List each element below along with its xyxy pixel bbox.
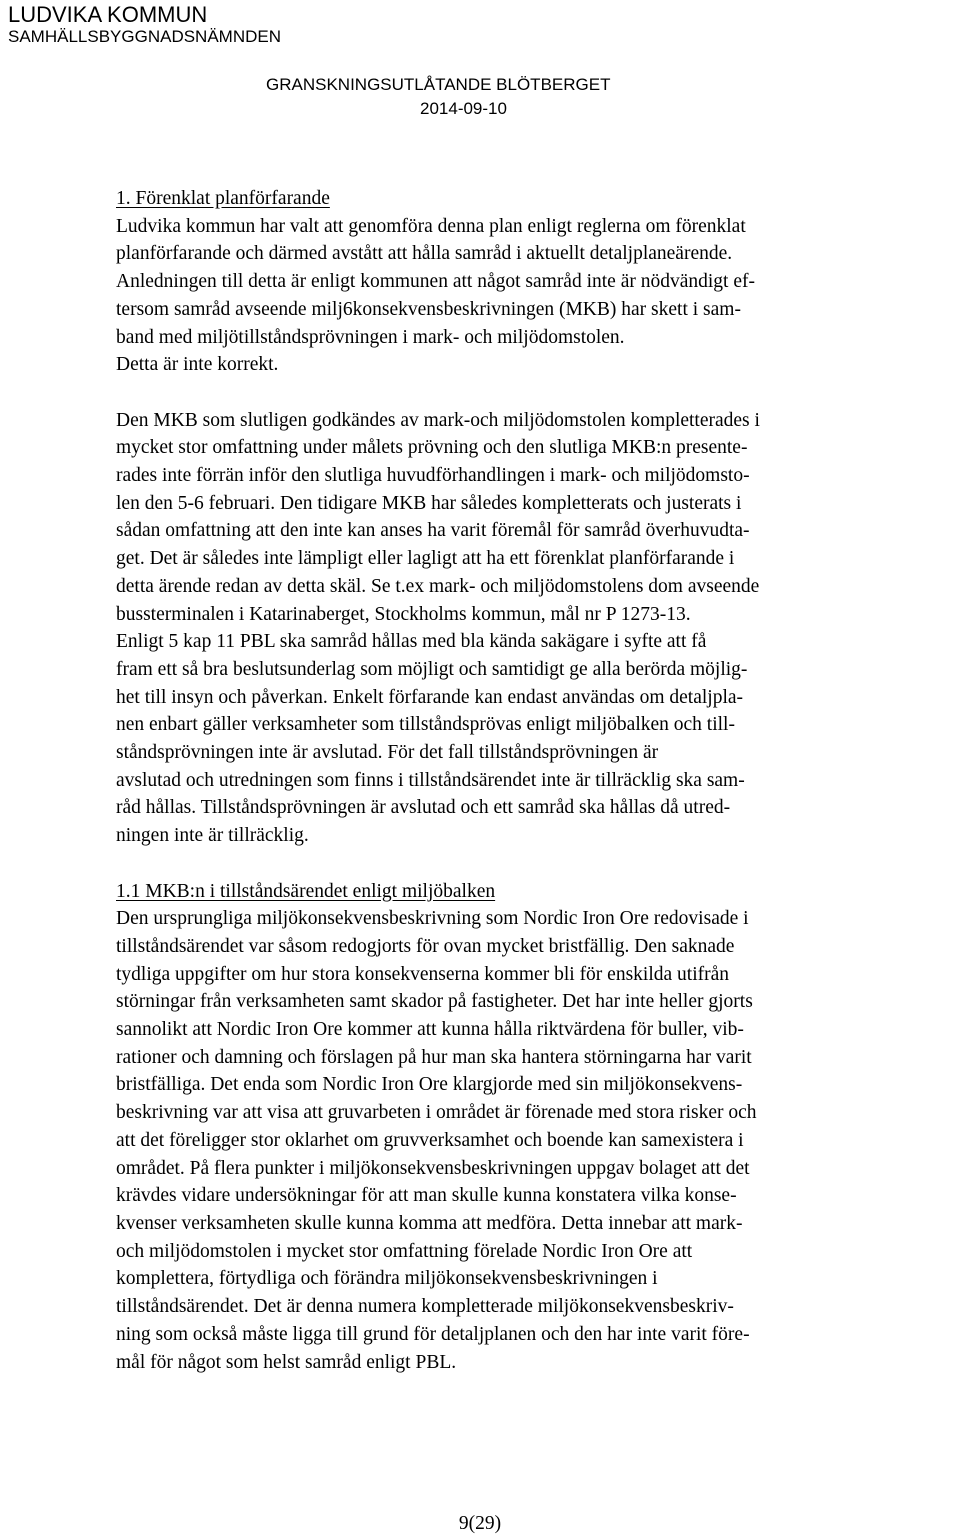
text-line: bussterminalen i Katarinaberget, Stockholms kommun, mål nr P 1273-13. — [116, 603, 691, 625]
text-line: råd hållas. Tillståndsprövningen är avslutad och ett samråd ska hållas då utred- — [116, 797, 731, 819]
text-line: band med miljötillståndsprövningen i mark- och miljödomstolen. — [116, 326, 625, 348]
text-line: get. Det är således inte lämpligt eller lagligt att ha ett förenklat planförfarande i — [116, 548, 735, 570]
text-line: avslutad och utredningen som finns i tillståndsärendet inte är tillräcklig ska sam- — [116, 769, 745, 791]
text-line: bristfälliga. Det enda som Nordic Iron Ore klargjorde med sin miljökonsekvens- — [116, 1074, 743, 1096]
text-line: fram ett så bra beslutsunderlag som möjligt och samtidigt ge alla berörda möjlig- — [116, 658, 748, 680]
text-line: krävdes vidare undersökningar för att man skulle kunna konstatera vilka konse- — [116, 1185, 737, 1207]
text-line: mycket stor omfattning under målets prövning och den slutliga MKB:n presente- — [116, 437, 748, 459]
section-spacer — [116, 850, 906, 878]
text-line: rationer och damning och förslagen på hur man ska hantera störningarna har varit — [116, 1046, 752, 1068]
text-line: tydliga uppgifter om hur stora konsekvenserna kommer bli för enskilda utifrån — [116, 963, 730, 985]
text-line: nen enbart gäller verksamheter som tillståndsprövas enligt miljöbalken och till- — [116, 714, 735, 736]
section-1-1 — [116, 878, 906, 1377]
text-line: Den MKB som slutligen godkändes av mark-och miljödomstolen kompletterades i — [116, 409, 760, 431]
section-1-heading: 1. Förenklat planförfarande — [116, 188, 330, 209]
text-line: Detta är inte korrekt. — [116, 354, 279, 376]
text-line: och miljödomstolen i mycket stor omfattning förelade Nordic Iron Ore att — [116, 1240, 693, 1262]
document-body — [116, 185, 906, 1376]
text-line: het till insyn och påverkan. Enkelt förfarande kan endast användas om detaljpla- — [116, 686, 744, 708]
text-line: ståndsprövningen inte är avslutad. För det fall tillståndsprövningen är — [116, 742, 659, 764]
text-line: tillståndsärendet. Det är denna numera kompletterade miljökonsekvensbeskriv- — [116, 1296, 734, 1318]
text-line: ning som också måste ligga till grund för detaljplanen och den har inte varit före- — [116, 1323, 750, 1345]
text-line: detta ärende redan av detta skäl. Se t.ex mark- och miljödomstolens dom avseende — [116, 575, 760, 597]
text-line: störningar från verksamheten samt skador på fastigheter. Det har inte heller gjorts — [116, 991, 753, 1013]
text-line: ningen inte är tillräcklig. — [116, 825, 309, 847]
text-line: tillståndsärendet var såsom redogjorts för ovan mycket bristfällig. Den saknade — [116, 935, 735, 957]
document-title: GRANSKNINGSUTLÅTANDE BLÖTBERGET — [266, 75, 611, 94]
section-1-paragraph-2 — [116, 407, 906, 850]
text-line: mål för något som helst samråd enligt PBL. — [116, 1351, 457, 1373]
text-line: rades inte förrän inför den slutliga huvudförhandlingen i mark- och miljödomsto- — [116, 465, 750, 487]
text-line: komplettera, förtydliga och förändra miljökonsekvensbeskrivningen i — [116, 1268, 658, 1290]
text-line: kvenser verksamheten skulle kunna komma att medföra. Detta innebar att mark- — [116, 1212, 743, 1234]
text-line: beskrivning var att visa att gruvarbeten i området är förenade med stora risker och — [116, 1102, 757, 1124]
text-line: sådan omfattning att den inte kan anses ha varit föremål för samråd överhuvudta- — [116, 520, 750, 542]
organization-name: LUDVIKA KOMMUN — [8, 2, 208, 27]
text-line: Den ursprungliga miljökonsekvensbeskrivning som Nordic Iron Ore redovisade i — [116, 908, 749, 930]
text-line: planförfarande och därmed avstått att hålla samråd i aktuellt detaljplaneärende. — [116, 243, 733, 265]
section-1 — [116, 185, 906, 850]
text-line: tersom samråd avseende milj6konsekvensbeskrivningen (MKB) har skett i sam- — [116, 298, 741, 320]
paragraph-spacer — [116, 379, 906, 407]
text-line: sannolikt att Nordic Iron Ore kommer att kunna hålla riktvärdena för buller, vib- — [116, 1019, 744, 1041]
section-1-paragraph-1 — [116, 213, 906, 379]
document-date: 2014-09-10 — [420, 99, 507, 118]
text-line: Enligt 5 kap 11 PBL ska samråd hållas med bla kända sakägare i syfte att få — [116, 631, 707, 653]
department-name: SAMHÄLLSBYGGNADSNÄMNDEN — [8, 27, 282, 46]
section-1-1-heading: 1.1 MKB:n i tillståndsärendet enligt miljöbalken — [116, 880, 496, 902]
text-line: Anledningen till detta är enligt kommunen att något samråd inte är nödvändigt ef- — [116, 271, 755, 293]
text-line: len den 5-6 februari. Den tidigare MKB har således kompletterats och justerats i — [116, 492, 742, 514]
text-line: att det föreligger stor oklarhet om gruvverksamhet och boende kan samexistera i — [116, 1129, 744, 1151]
page-number: 9(29) — [458, 1513, 502, 1534]
section-1-1-paragraph — [116, 905, 906, 1376]
text-line: området. På flera punkter i miljökonsekvensbeskrivningen uppgav bolaget att det — [116, 1157, 750, 1179]
text-line: Ludvika kommun har valt att genomföra denna plan enligt reglerna om förenklat — [116, 215, 746, 237]
